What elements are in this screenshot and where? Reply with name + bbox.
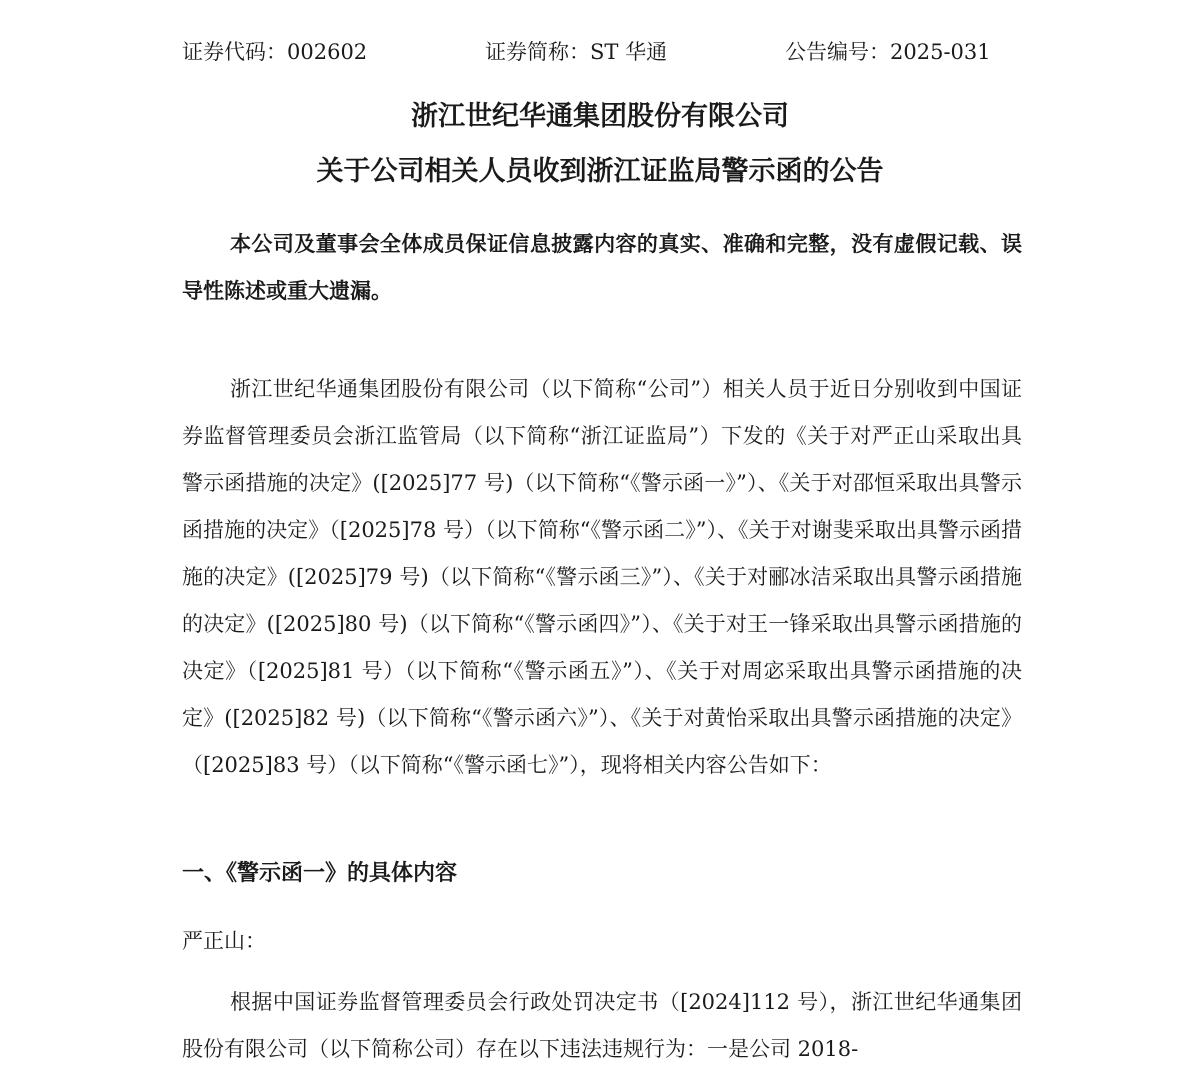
intro-paragraph: 浙江世纪华通集团股份有限公司（以下简称“公司”）相关人员于近日分别收到中国证券监督管理委员会浙江监管局（以下简称“浙江证监局”）下发的《关于对严正山采取出具警示函措施的决定》([2025]77 号)（以下简称“《警示函一》”）、《关于对邵恒采取出具警示函措施的决定》（[2025]78 号）（以下简称“《警示函二》”）、《关于对谢斐采取出具警示函措施的决定》([2025]79 号)（以下简称“《警示函三》”）、《关于对郦冰洁采取出具警示函措施的决定》([2025]80 号)（以下简称“《警示函四》”）、《关于对王一锋采取出具警示函措施的决定》（[2025]81 号）（以下简称“《警示函五》”）、《关于对周宓采取出具警示函措施的决定》([2025]82 号)（以下简称“《警示函六》”）、《关于对黄怡采取出具警示函措施的决定》（[2025]83 号）（以下简称“《警示函七》”），现将相关内容公告如下：: [182, 377, 1022, 777]
addressee: 严正山：: [182, 929, 266, 953]
announcement-number: 公告编号：2025-031: [785, 40, 991, 64]
announcement-title: 关于公司相关人员收到浙江证监局警示函的公告: [316, 156, 884, 187]
announcement-header: [182, 34, 1012, 70]
section-body-paragraph: 根据中国证券监督管理委员会行政处罚决定书（[2024]112 号），浙江世纪华通集团股份有限公司（以下简称公司）存在以下违法违规行为：一是公司 2018-: [182, 990, 1022, 1061]
stock-code: 证券代码：002602: [182, 40, 368, 64]
company-title: 浙江世纪华通集团股份有限公司: [411, 101, 789, 132]
board-notice: 本公司及董事会全体成员保证信息披露内容的真实、准确和完整，没有虚假记载、误导性陈述或重大遗漏。: [182, 231, 1022, 303]
section-heading: 一、《警示函一》的具体内容: [182, 860, 458, 886]
stock-short-name: 证券简称：ST 华通: [485, 40, 668, 64]
